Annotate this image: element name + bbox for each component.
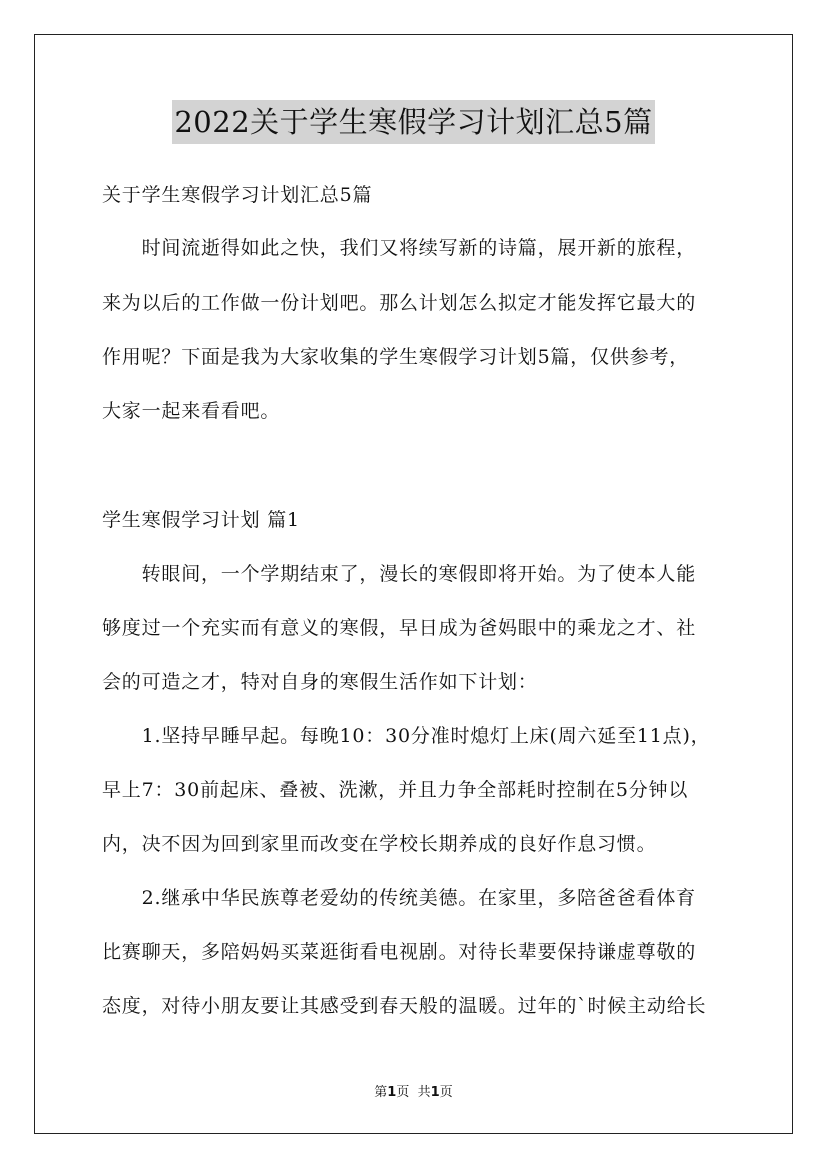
total-prefix: 共 xyxy=(417,1085,431,1100)
section-heading: 学生寒假学习计划 篇1 xyxy=(102,509,300,531)
paragraph-line: 时间流逝得如此之快，我们又将续写新的诗篇，展开新的旅程， xyxy=(102,237,697,259)
total-suffix: 页 xyxy=(439,1085,453,1100)
paragraph-line: 转眼间，一个学期结束了，漫长的寒假即将开始。为了使本人能 xyxy=(102,563,697,585)
paragraph-line: 比赛聊天，多陪妈妈买菜逛街看电视剧。对待长辈要保持谦虚尊敬的 xyxy=(102,941,697,963)
paragraph-line: 大家一起来看看吧。 xyxy=(102,400,281,422)
paragraph-line: 1.坚持早睡早起。每晚10：30分准时熄灯上床(周六延至11点)， xyxy=(102,725,711,747)
paragraph-line: 态度，对待小朋友要让其感受到春天般的温暖。过年的`时候主动给长 xyxy=(102,995,707,1017)
total-pages: 1 xyxy=(430,1085,440,1100)
page-footer xyxy=(0,1081,827,1100)
paragraph-line: 来为以后的工作做一份计划吧。那么计划怎么拟定才能发挥它最大的 xyxy=(102,292,697,314)
page-number: 1 xyxy=(387,1085,397,1100)
paragraph-line: 作用呢？下面是我为大家收集的学生寒假学习计划5篇，仅供参考， xyxy=(102,346,690,368)
paragraph-line: 2.继承中华民族尊老爱幼的传统美德。在家里，多陪爸爸看体育 xyxy=(102,887,696,909)
paragraph-line: 内，决不因为回到家里而改变在学校长期养成的良好作息习惯。 xyxy=(102,833,657,855)
paragraph-line: 早上7：30前起床、叠被、洗漱，并且力争全部耗时控制在5分钟以 xyxy=(102,779,689,801)
title-container xyxy=(0,100,827,144)
subtitle-line: 关于学生寒假学习计划汇总5篇 xyxy=(102,184,373,206)
document-title: 2022关于学生寒假学习计划汇总5篇 xyxy=(172,100,654,144)
page-suffix: 页 xyxy=(396,1085,410,1100)
paragraph-line: 够度过一个充实而有意义的寒假，早日成为爸妈眼中的乘龙之才、社 xyxy=(102,617,697,639)
page-prefix: 第 xyxy=(374,1085,388,1100)
paragraph-line: 会的可造之才，特对自身的寒假生活作如下计划： xyxy=(102,671,538,693)
